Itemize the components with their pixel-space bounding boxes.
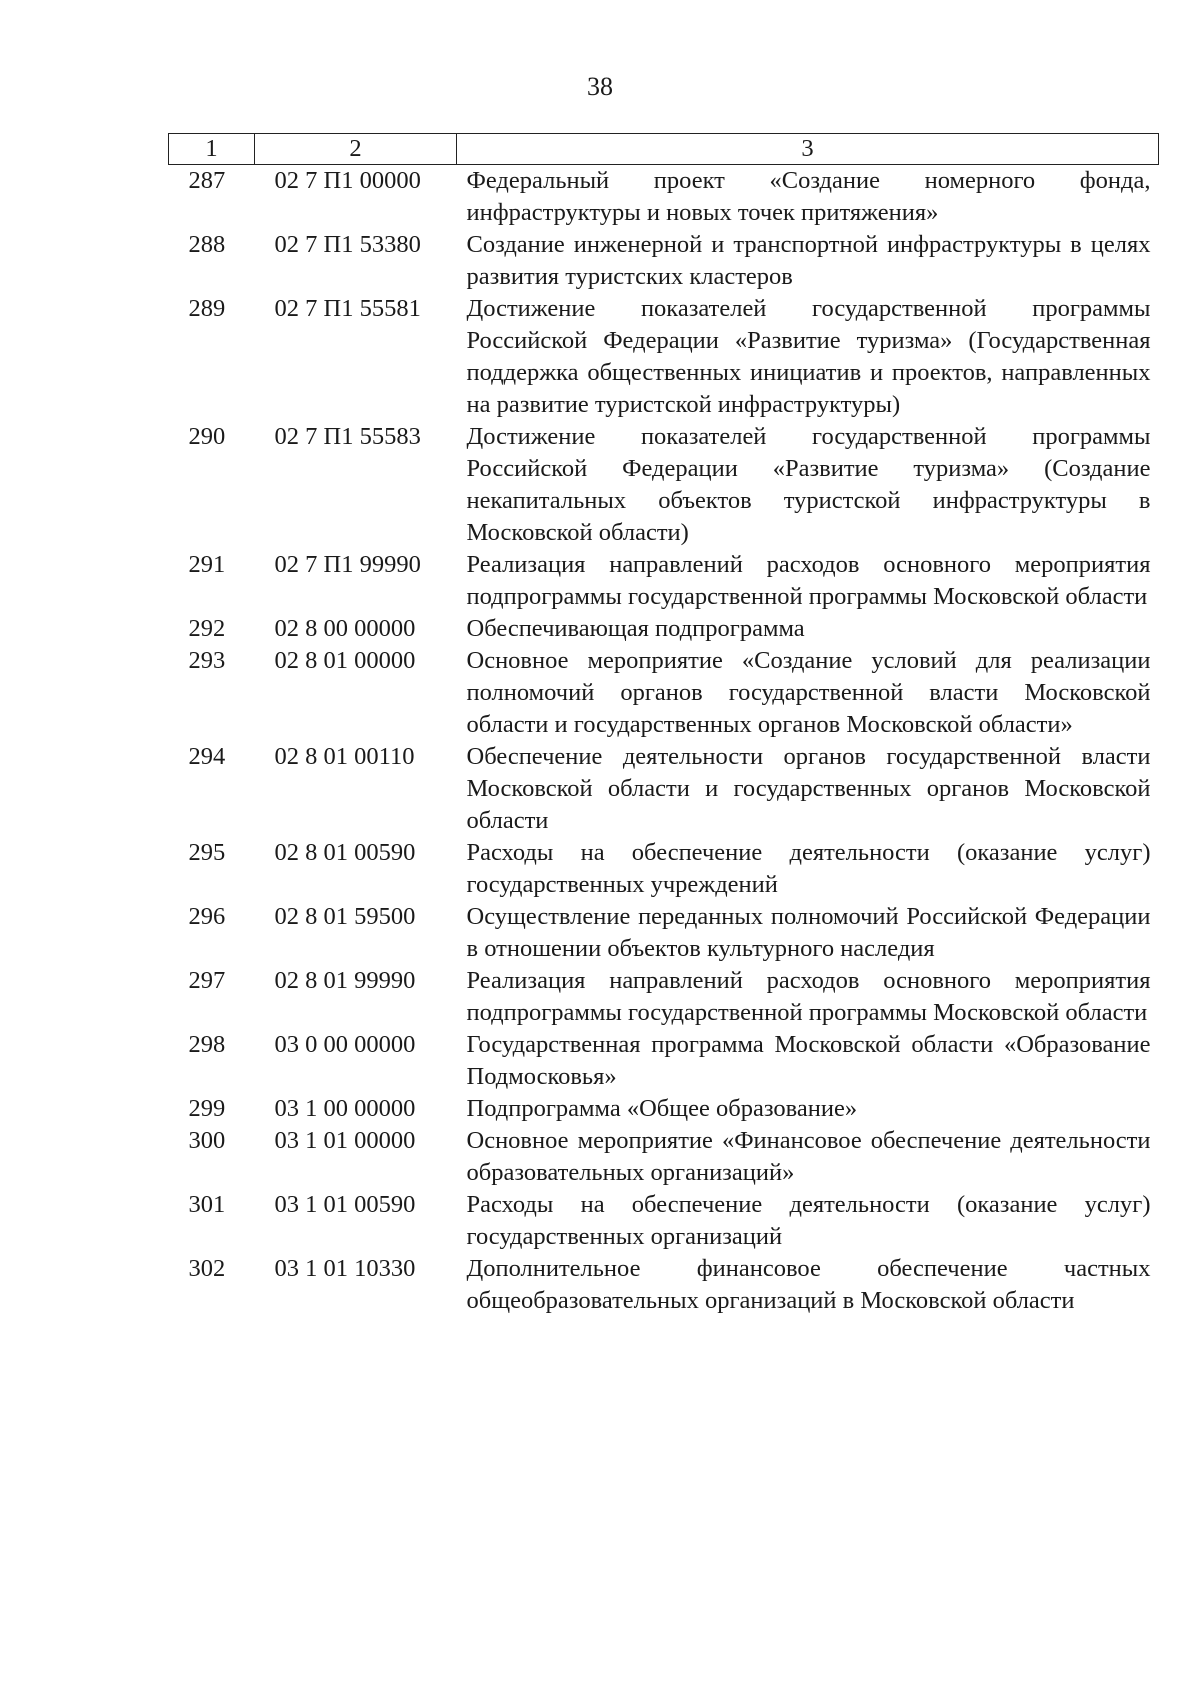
item-description: Реализация направлений расходов основного мероприятия подпрограммы государственной программы Московской области	[466, 967, 1151, 1026]
table-row	[169, 293, 1159, 421]
table-row	[169, 613, 1159, 645]
row-number: 299	[188, 1095, 226, 1122]
row-number: 295	[188, 839, 226, 866]
row-number: 302	[188, 1255, 226, 1282]
classification-code: 02 8 01 00110	[274, 743, 415, 770]
classification-code: 02 7 П1 53380	[274, 231, 421, 258]
item-description: Основное мероприятие «Создание условий для реализации полномочий органов государственной власти Московской области и государственных органов Московской области»	[466, 647, 1151, 738]
classification-code: 02 8 01 00000	[274, 647, 416, 674]
classification-code: 02 8 01 59500	[274, 903, 416, 930]
table-row	[169, 901, 1159, 965]
table-row	[169, 229, 1159, 293]
table-row	[169, 645, 1159, 741]
column-header-2: 2	[255, 134, 457, 165]
row-number: 288	[188, 231, 226, 258]
item-description: Достижение показателей государственной программы Российской Федерации «Развитие туризма» (Создание некапитальных объектов туристской инфраструктуры в Московской области)	[466, 423, 1151, 546]
column-header-3: 3	[457, 134, 1159, 165]
item-description: Осуществление переданных полномочий Российской Федерации в отношении объектов культурного наследия	[466, 903, 1151, 962]
item-description: Реализация направлений расходов основного мероприятия подпрограммы государственной программы Московской области	[466, 551, 1151, 610]
table-row	[169, 965, 1159, 1029]
row-number: 291	[188, 551, 226, 578]
table-body	[169, 165, 1159, 1318]
table-row	[169, 1189, 1159, 1253]
table-row	[169, 1125, 1159, 1189]
row-number: 287	[188, 167, 226, 194]
table-row	[169, 1093, 1159, 1125]
item-description: Создание инженерной и транспортной инфраструктуры в целях развития туристских кластеров	[466, 231, 1151, 290]
row-number: 294	[188, 743, 226, 770]
classification-code: 02 7 П1 99990	[274, 551, 421, 578]
table-row	[169, 741, 1159, 837]
row-number: 289	[188, 295, 226, 322]
page-number: 38	[587, 72, 613, 101]
column-header-1: 1	[169, 134, 255, 165]
row-number: 290	[188, 423, 226, 450]
classification-code: 02 8 01 00590	[274, 839, 416, 866]
table-row	[169, 421, 1159, 549]
classification-code: 02 7 П1 55581	[274, 295, 421, 322]
item-description: Расходы на обеспечение деятельности (оказание услуг) государственных учреждений	[466, 839, 1151, 898]
table-row	[169, 549, 1159, 613]
budget-classification-table	[168, 133, 1159, 1317]
row-number: 293	[188, 647, 226, 674]
classification-code: 02 8 01 99990	[274, 967, 416, 994]
header-row	[169, 134, 1159, 165]
classification-code: 02 8 00 00000	[274, 615, 416, 642]
classification-code: 02 7 П1 55583	[274, 423, 421, 450]
table-header	[169, 134, 1159, 165]
item-description: Основное мероприятие «Финансовое обеспечение деятельности образовательных организаций»	[466, 1127, 1151, 1186]
row-number: 298	[188, 1031, 226, 1058]
item-description: Государственная программа Московской области «Образование Подмосковья»	[466, 1031, 1151, 1090]
item-description: Расходы на обеспечение деятельности (оказание услуг) государственных организаций	[466, 1191, 1151, 1250]
item-description: Обеспечение деятельности органов государственной власти Московской области и государственных органов Московской области	[466, 743, 1151, 834]
table-row	[169, 1029, 1159, 1093]
item-description: Обеспечивающая подпрограмма	[466, 615, 805, 642]
table-row	[169, 165, 1159, 230]
classification-code: 03 1 01 00590	[274, 1191, 416, 1218]
row-number: 292	[188, 615, 226, 642]
classification-code: 03 1 01 00000	[274, 1127, 416, 1154]
table-row	[169, 837, 1159, 901]
classification-code: 03 1 01 10330	[274, 1255, 416, 1282]
item-description: Федеральный проект «Создание номерного фонда, инфраструктуры и новых точек притяжения»	[466, 167, 1151, 226]
classification-code: 03 0 00 00000	[274, 1031, 416, 1058]
item-description: Достижение показателей государственной программы Российской Федерации «Развитие туризма» (Государственная поддержка общественных инициатив и проектов, направленных на развитие туристской инфраструктуры)	[466, 295, 1151, 418]
row-number: 301	[188, 1191, 226, 1218]
row-number: 297	[188, 967, 226, 994]
classification-code: 03 1 00 00000	[274, 1095, 416, 1122]
table-row	[169, 1253, 1159, 1317]
item-description: Подпрограмма «Общее образование»	[466, 1095, 858, 1122]
row-number: 300	[188, 1127, 226, 1154]
item-description: Дополнительное финансовое обеспечение частных общеобразовательных организаций в Московской области	[466, 1255, 1151, 1314]
row-number: 296	[188, 903, 226, 930]
classification-code: 02 7 П1 00000	[274, 167, 421, 194]
